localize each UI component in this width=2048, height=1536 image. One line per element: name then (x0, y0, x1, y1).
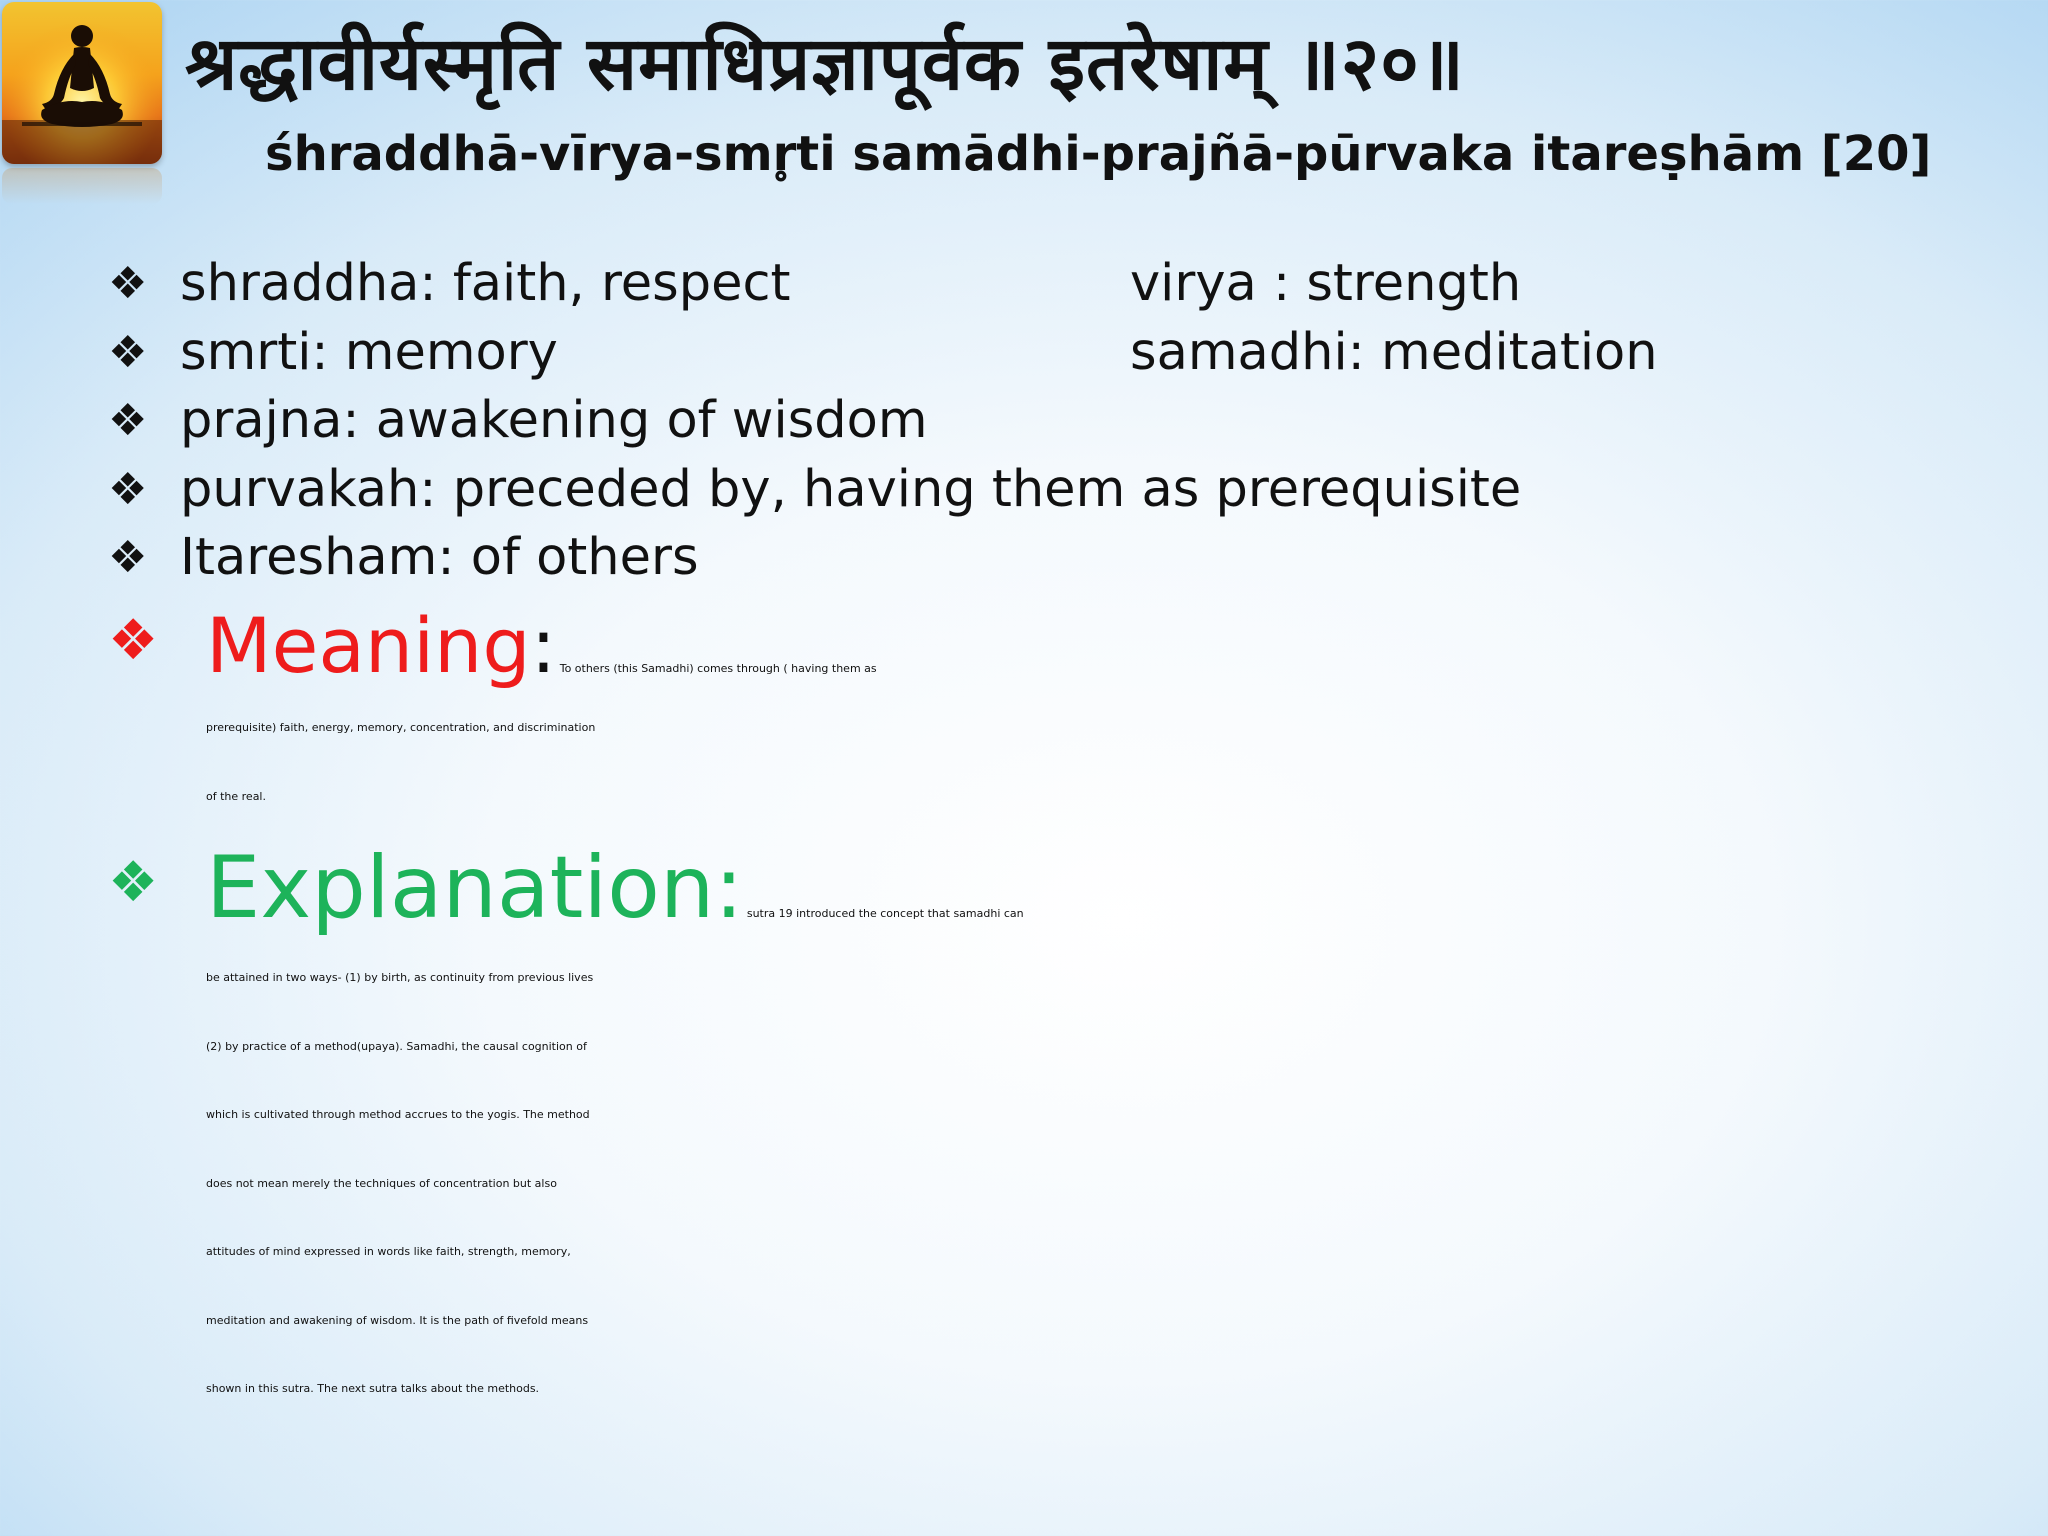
explanation-heading: Explanation: (206, 838, 744, 938)
glossary-row (108, 387, 1988, 456)
explanation-body (206, 832, 2048, 1424)
diamond-bullet-icon: ❖ (108, 258, 148, 309)
explanation-text-line: does not mean merely the techniques of concentration but also (206, 1176, 557, 1190)
glossary-term: Itaresham: of others (180, 528, 699, 587)
meaning-body (206, 598, 2048, 831)
diamond-bullet-icon: ❖ (108, 532, 148, 583)
meaning-text-line: prerequisite) faith, energy, memory, concentration, and discrimination (206, 721, 596, 734)
explanation-text-line: shown in this sutra. The next sutra talks about the methods. (206, 1382, 540, 1395)
explanation-first-line (206, 832, 2048, 944)
logo-reflection (2, 168, 162, 204)
diamond-bullet-icon: ❖ (108, 395, 148, 446)
meaning-text-line: of the real. (206, 789, 266, 803)
explanation-text-line: attitudes of mind expressed in words like faith, strength, memory, (206, 1245, 571, 1258)
meditation-silhouette-icon (2, 2, 162, 164)
explanation-text-line: be attained in two ways- (1) by birth, as continuity from previous lives (206, 971, 594, 984)
explanation-text-line: sutra 19 introduced the concept that samadhi can (746, 907, 1024, 920)
meaning-colon: : (530, 601, 557, 690)
diamond-bullet-icon: ❖ (108, 326, 148, 378)
diamond-bullet-icon: ❖ (108, 463, 148, 515)
sutra-title-devanagari: श्रद्धावीर्यस्मृति समाधिप्रज्ञापूर्वक इतरेषाम् ॥२०॥ (185, 21, 1465, 107)
glossary-term: shraddha: faith, respect (180, 254, 791, 313)
glossary-row (108, 524, 1988, 593)
explanation-text-line: meditation and awakening of wisdom. It is the path of fivefold means (206, 1313, 589, 1327)
logo (2, 2, 162, 164)
glossary-row (108, 456, 1988, 525)
glossary-term: smrti: memory (180, 322, 558, 382)
meaning-heading: Meaning (206, 601, 531, 690)
diamond-bullet-icon: ❖ (108, 850, 159, 915)
glossary-term: samadhi: meditation (1130, 322, 1658, 382)
meaning-first-line (206, 598, 2048, 694)
explanation-text-line: (2) by practice of a method(upaya). Samadhi, the causal cognition of (206, 1039, 587, 1053)
glossary-term: virya : strength (1130, 254, 1522, 313)
explanation-text-line: which is cultivated through method accrues to the yogis. The method (206, 1108, 590, 1121)
sutra-title-transliteration: śhraddhā-vīrya-smr̥ti samādhi-prajñā-pūrvaka itareṣhām [20] (265, 126, 1932, 182)
diamond-bullet-icon: ❖ (108, 608, 159, 673)
glossary-row (108, 250, 1988, 319)
glossary-row (108, 319, 1988, 388)
glossary-list (108, 250, 1988, 593)
glossary-term: purvakah: preceded by, having them as prerequisite (180, 459, 1522, 519)
meaning-text-line: To others (this Samadhi) comes through ( having them as (559, 662, 877, 675)
glossary-term: prajna: awakening of wisdom (180, 391, 928, 450)
